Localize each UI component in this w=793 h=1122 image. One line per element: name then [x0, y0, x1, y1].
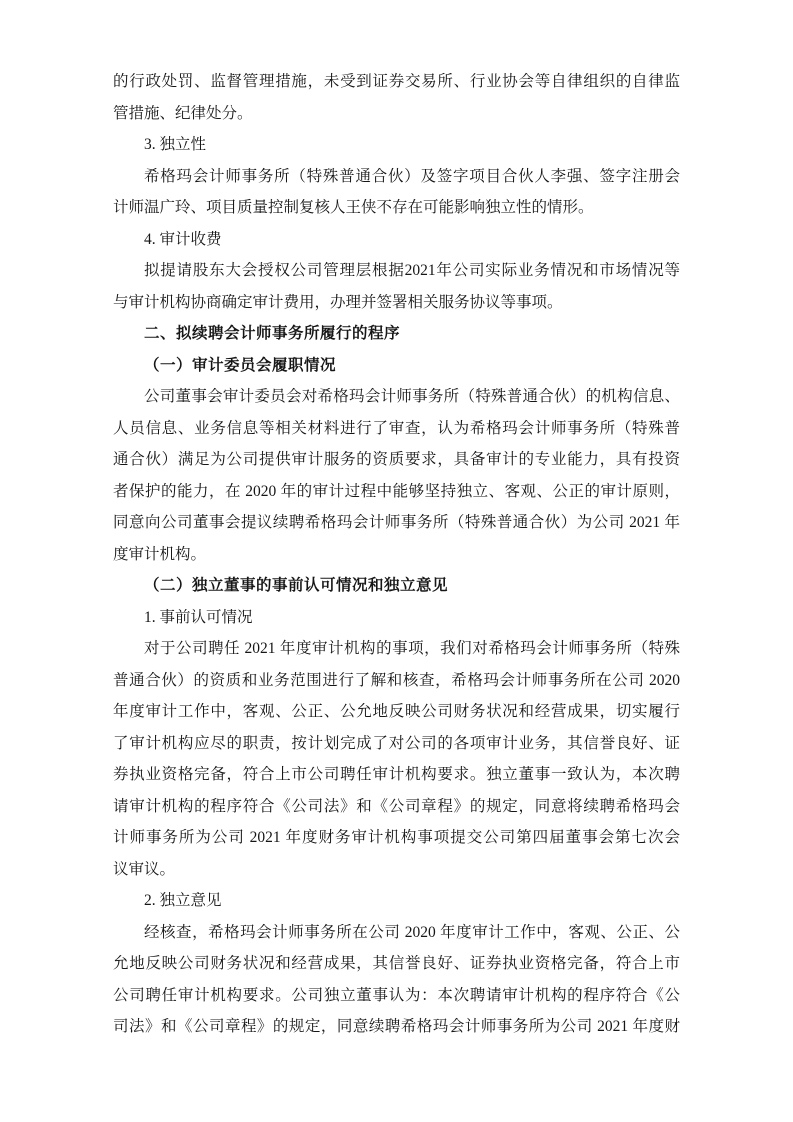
- text-line: 公司董事会审计委员会对希格玛会计师事务所（特殊普通合伙）的机构信息、: [144, 388, 680, 405]
- text-line: 3. 独立性: [144, 136, 207, 153]
- text-line: 允地反映公司财务状况和经营成果，其信誉良好、证券执业资格完备，符合上市: [113, 955, 680, 972]
- text-line: 公司聘任审计机构要求。公司独立董事认为：本次聘请审计机构的程序符合《公: [113, 986, 680, 1004]
- text-line: 计师事务所为公司 2021 年度财务审计机构事项提交公司第四届董事会第七次会: [113, 829, 680, 846]
- text-line: 4. 审计收费: [144, 230, 222, 248]
- text-line: 司法》和《公司章程》的规定，同意续聘希格玛会计师事务所为公司 2021 年度财: [113, 1018, 680, 1035]
- text-line: 券执业资格完备，符合上市公司聘任审计机构要求。独立董事一致认为，本次聘: [113, 766, 680, 783]
- text-line: 同意向公司董事会提议续聘希格玛会计师事务所（特殊普通合伙）为公司 2021 年: [113, 514, 680, 531]
- text-line: 了审计机构应尽的职责，按计划完成了对公司的各项审计业务，其信誉良好、证: [113, 734, 680, 752]
- text-line: 者保护的能力，在 2020 年的审计过程中能够坚持独立、客观、公正的审计原则，: [113, 482, 680, 500]
- text-line: 年度审计工作中，客观、公正、公允地反映公司财务状况和经营成果，切实履行: [113, 703, 680, 720]
- text-line: 请审计机构的程序符合《公司法》和《公司章程》的规定，同意将续聘希格玛会: [113, 797, 680, 815]
- text-line: 度审计机构。: [113, 545, 207, 563]
- section-heading: （二）独立董事的事前认可情况和独立意见: [144, 577, 449, 594]
- text-line: 与审计机构协商确定审计费用，办理并签署相关服务协议等事项。: [113, 293, 563, 311]
- text-line: 1. 事前认可情况: [144, 608, 253, 626]
- text-line: 的行政处罚、监督管理措施，未受到证券交易所、行业协会等自律组织的自律监: [113, 73, 680, 90]
- text-line: 拟提请股东大会授权公司管理层根据2021年公司实际业务情况和市场情况等: [144, 262, 680, 279]
- text-line: 对于公司聘任 2021 年度审计机构的事项，我们对希格玛会计师事务所（特殊: [144, 640, 680, 657]
- text-line: 人员信息、业务信息等相关材料进行了审查，认为希格玛会计师事务所（特殊普: [113, 419, 680, 437]
- text-line: 2. 独立意见: [144, 892, 222, 909]
- text-line: 通合伙）满足为公司提供审计服务的资质要求，具备审计的专业能力，具有投资: [113, 451, 680, 468]
- section-heading: 二、拟续聘会计师事务所履行的程序: [144, 325, 401, 342]
- text-line: 普通合伙）的资质和业务范围进行了解和核查，希格玛会计师事务所在公司 2020: [113, 671, 680, 689]
- text-line: 管措施、纪律处分。: [113, 104, 253, 122]
- text-line: 希格玛会计师事务所（特殊普通合伙）及签字项目合伙人李强、签字注册会: [144, 167, 680, 185]
- document-body: [113, 66, 680, 1043]
- text-line: 计师温广玲、项目质量控制复核人王侠不存在可能影响独立性的情形。: [113, 199, 594, 216]
- text-line: 经核查，希格玛会计师事务所在公司 2020 年度审计工作中，客观、公正、公: [144, 923, 680, 941]
- text-line: 议审议。: [113, 860, 176, 878]
- section-heading: （一）审计委员会履职情况: [144, 356, 337, 374]
